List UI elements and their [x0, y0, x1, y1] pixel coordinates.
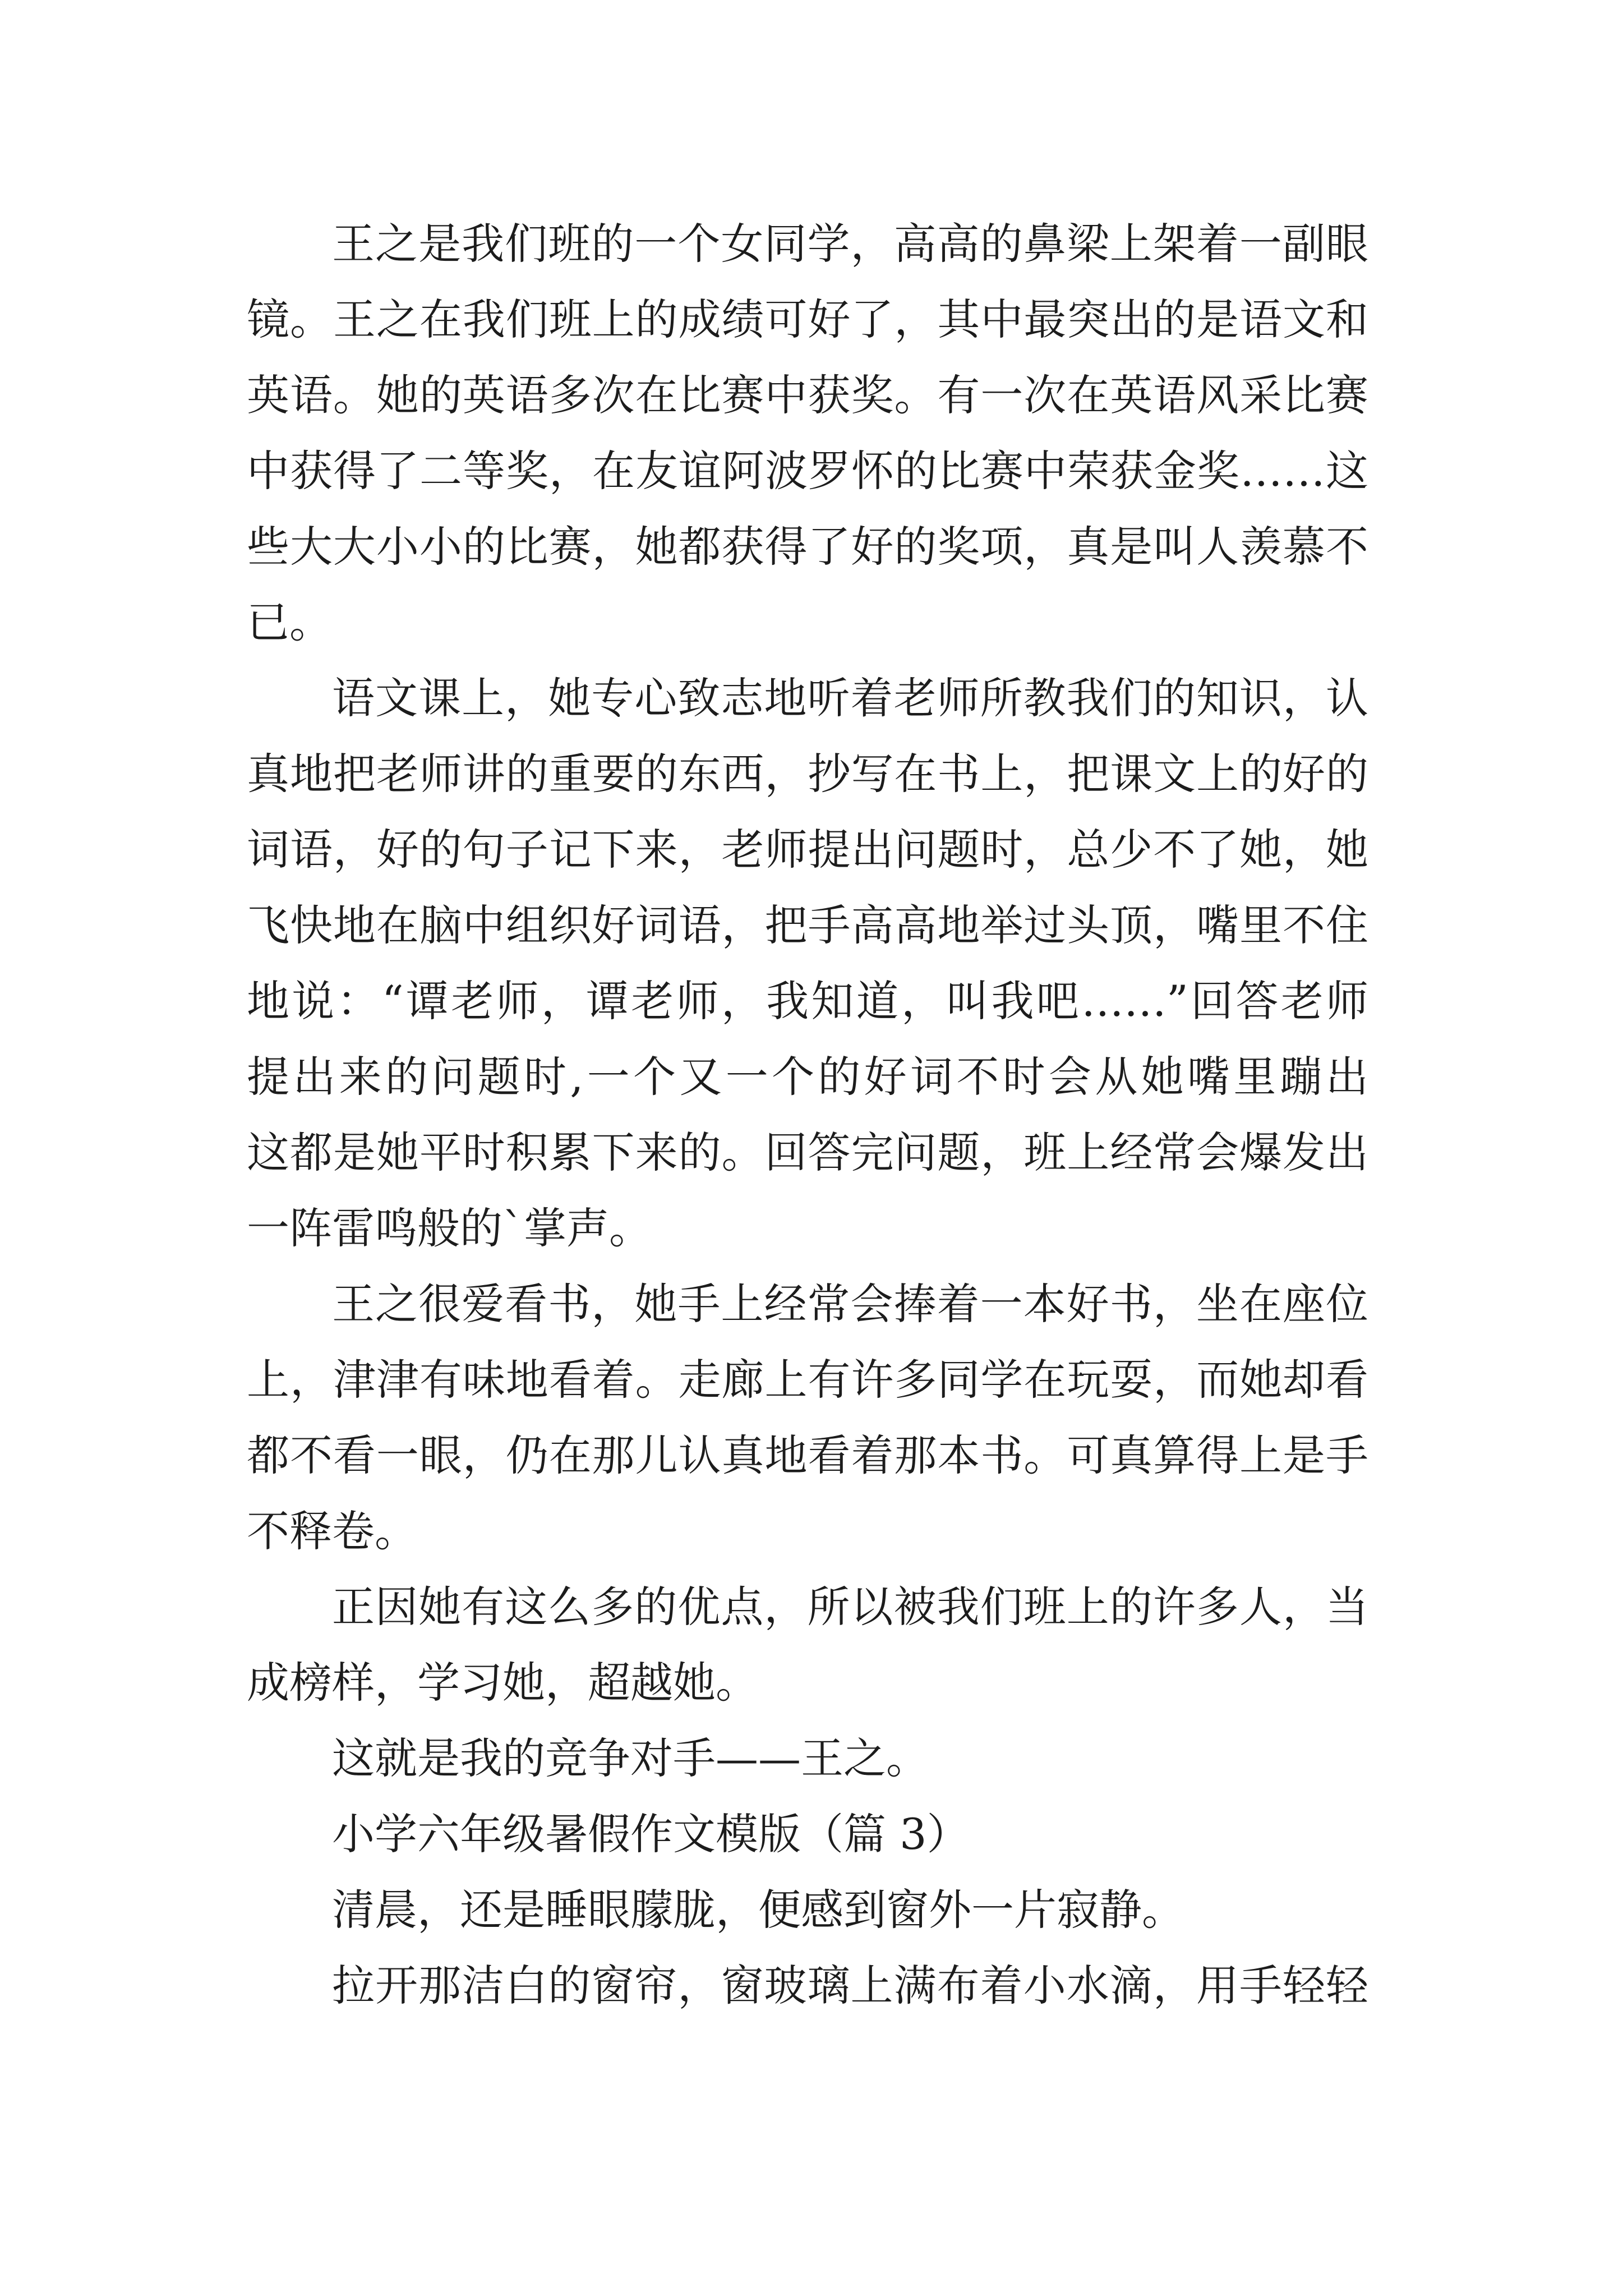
text-line: 清晨，还是睡眼朦胧，便感到窗外一片寂静。: [332, 1885, 1184, 1935]
text-line: 地说：“谭老师，谭老师，我知道，叫我吧……”回答老师: [247, 976, 1368, 1026]
paragraph: [247, 1948, 1368, 2023]
text-line: 词语，好的句子记下来，老师提出问题时，总少不了她，她: [247, 825, 1368, 875]
text-line: 拉开那洁白的窗帘，窗玻璃上满布着小水滴，用手轻轻: [332, 1961, 1368, 2010]
paragraph: [247, 1569, 1368, 1720]
paragraph: [247, 1872, 1368, 1948]
text-line: 镜。王之在我们班上的成绩可好了，其中最突出的是语文和: [247, 295, 1368, 344]
paragraph: [247, 1720, 1368, 1796]
text-line: 飞快地在脑中组织好词语，把手高高地举过头顶，嘴里不住: [247, 900, 1368, 950]
text-line: 王之是我们班的一个女同学，高高的鼻梁上架着一副眼: [332, 219, 1368, 269]
text-line: 小学六年级暑假作文模版（篇 3）: [332, 1809, 970, 1859]
text-line: 这都是她平时积累下来的。回答完问题，班上经常会爆发出: [247, 1128, 1368, 1177]
paragraph: [247, 1796, 1368, 1872]
text-line: 中获得了二等奖，在友谊阿波罗怀的比赛中荣获金奖……这: [247, 446, 1368, 496]
text-line: 不释卷。: [247, 1506, 417, 1556]
paragraph: [247, 206, 1368, 660]
document-body: [247, 206, 1368, 2023]
text-line: 这就是我的竞争对手——王之。: [332, 1733, 929, 1783]
text-line: 王之很爱看书，她手上经常会捧着一本好书，坐在座位: [332, 1279, 1368, 1329]
text-line: 真地把老师讲的重要的东西，抄写在书上，把课文上的好的: [247, 749, 1368, 799]
text-line: 英语。她的英语多次在比赛中获奖。有一次在英语风采比赛: [247, 370, 1368, 420]
text-line: 一阵雷鸣般的`掌声。: [247, 1203, 652, 1253]
paragraph: [247, 660, 1368, 1266]
text-line: 成榜样，学习她，超越她。: [247, 1658, 758, 1708]
text-line: 正因她有这么多的优点，所以被我们班上的许多人，当: [332, 1582, 1368, 1632]
text-line: 些大大小小的比赛，她都获得了好的奖项，真是叫人羡慕不: [247, 522, 1368, 572]
text-line: 上，津津有味地看着。走廊上有许多同学在玩耍，而她却看: [247, 1355, 1368, 1405]
text-line: 语文课上，她专心致志地听着老师所教我们的知识，认: [332, 673, 1368, 723]
text-line: 都不看一眼，仍在那儿认真地看着那本书。可真算得上是手: [247, 1430, 1368, 1480]
text-line: 提出来的问题时,一个又一个的好词不时会从她嘴里蹦出: [247, 1052, 1368, 1102]
text-line: 已。: [247, 597, 332, 647]
paragraph: [247, 1266, 1368, 1569]
